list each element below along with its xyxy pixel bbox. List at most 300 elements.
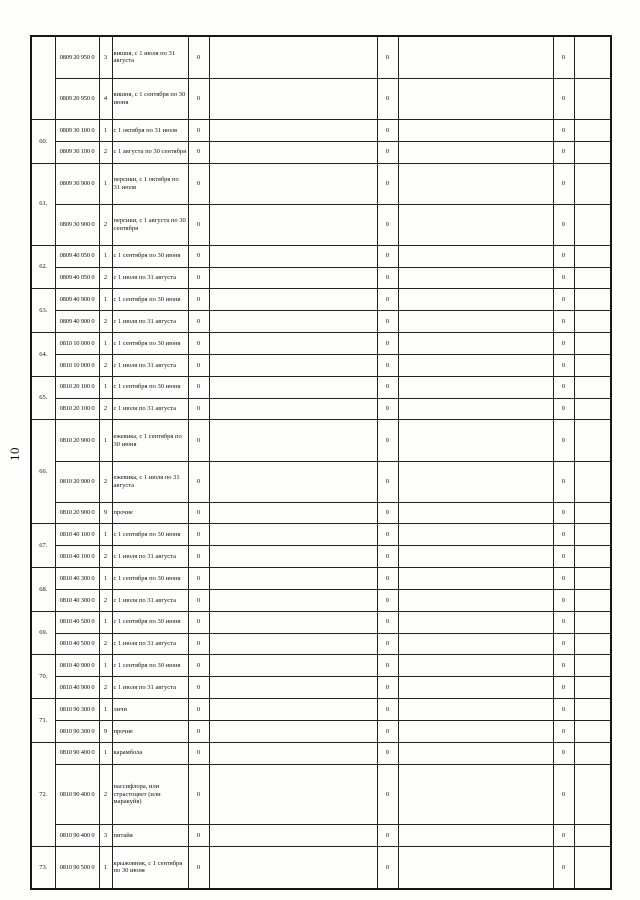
table-row <box>31 376 611 398</box>
empty-cell <box>209 163 377 204</box>
description-cell: с 1 июля по 31 августа <box>112 354 188 376</box>
empty-cell <box>574 655 611 677</box>
rate-cell: 0 <box>377 311 398 333</box>
hs-code-cell: 0810 40 900 0 <box>55 655 99 677</box>
sub-number-cell: 2 <box>99 398 112 420</box>
rate-cell: 0 <box>553 78 574 119</box>
table-row <box>31 354 611 376</box>
empty-cell <box>398 420 553 461</box>
hs-code-cell: 0810 10 000 0 <box>55 354 99 376</box>
item-number-cell: 68. <box>31 568 55 612</box>
rate-cell: 0 <box>377 163 398 204</box>
table-row <box>31 204 611 245</box>
sub-number-cell: 4 <box>99 78 112 119</box>
tariff-table-body <box>31 36 611 889</box>
item-number-cell: 64. <box>31 333 55 377</box>
rate-cell: 0 <box>553 611 574 633</box>
empty-cell <box>209 677 377 699</box>
table-row <box>31 742 611 764</box>
rate-cell: 0 <box>188 141 209 163</box>
empty-cell <box>398 461 553 502</box>
rate-cell: 0 <box>188 398 209 420</box>
rate-cell: 0 <box>188 742 209 764</box>
rate-cell: 0 <box>188 764 209 824</box>
table-row <box>31 846 611 889</box>
empty-cell <box>398 546 553 568</box>
rate-cell: 0 <box>377 420 398 461</box>
description-cell: с 1 сентября по 30 июня <box>112 568 188 590</box>
rate-cell: 0 <box>553 163 574 204</box>
description-cell: прочие <box>112 720 188 742</box>
rate-cell: 0 <box>553 742 574 764</box>
description-cell: с 1 сентября по 30 июня <box>112 245 188 267</box>
empty-cell <box>398 289 553 311</box>
sub-number-cell: 1 <box>99 119 112 141</box>
rate-cell: 0 <box>188 546 209 568</box>
rate-cell: 0 <box>377 245 398 267</box>
empty-cell <box>398 611 553 633</box>
hs-code-cell: 0809 40 050 0 <box>55 267 99 289</box>
sub-number-cell: 2 <box>99 677 112 699</box>
rate-cell: 0 <box>553 568 574 590</box>
rate-cell: 0 <box>377 677 398 699</box>
item-number-cell: 73. <box>31 846 55 889</box>
sub-number-cell: 1 <box>99 289 112 311</box>
sub-number-cell: 1 <box>99 376 112 398</box>
rate-cell: 0 <box>377 720 398 742</box>
empty-cell <box>209 333 377 355</box>
item-number-cell: 63. <box>31 289 55 333</box>
description-cell: с 1 сентября по 30 июня <box>112 289 188 311</box>
empty-cell <box>209 245 377 267</box>
item-number-cell: 61. <box>31 163 55 245</box>
empty-cell <box>398 354 553 376</box>
empty-cell <box>574 589 611 611</box>
rate-cell: 0 <box>377 846 398 889</box>
empty-cell <box>574 633 611 655</box>
description-cell: с 1 сентября по 30 июня <box>112 524 188 546</box>
rate-cell: 0 <box>377 568 398 590</box>
description-cell: ежевика, с 1 сентября по 30 июня <box>112 420 188 461</box>
item-number-cell: 66. <box>31 420 55 524</box>
empty-cell <box>574 824 611 846</box>
hs-code-cell: 0810 90 400 0 <box>55 824 99 846</box>
sub-number-cell: 2 <box>99 141 112 163</box>
hs-code-cell: 0810 90 400 0 <box>55 764 99 824</box>
empty-cell <box>209 633 377 655</box>
empty-cell <box>574 163 611 204</box>
description-cell: карамбола <box>112 742 188 764</box>
description-cell: личи <box>112 699 188 721</box>
empty-cell <box>209 824 377 846</box>
empty-cell <box>574 846 611 889</box>
description-cell: крыжовник, с 1 сентября по 30 июня <box>112 846 188 889</box>
rate-cell: 0 <box>188 589 209 611</box>
hs-code-cell: 0810 90 500 0 <box>55 846 99 889</box>
rate-cell: 0 <box>188 524 209 546</box>
table-row <box>31 589 611 611</box>
rate-cell: 0 <box>553 398 574 420</box>
rate-cell: 0 <box>377 699 398 721</box>
empty-cell <box>574 420 611 461</box>
rate-cell: 0 <box>188 420 209 461</box>
rate-cell: 0 <box>188 78 209 119</box>
table-row <box>31 633 611 655</box>
item-number-cell: 72. <box>31 742 55 846</box>
empty-cell <box>398 36 553 78</box>
table-row <box>31 119 611 141</box>
hs-code-cell: 0810 40 300 0 <box>55 589 99 611</box>
empty-cell <box>209 568 377 590</box>
rate-cell: 0 <box>553 677 574 699</box>
empty-cell <box>209 289 377 311</box>
rate-cell: 0 <box>553 245 574 267</box>
rate-cell: 0 <box>377 354 398 376</box>
table-row <box>31 677 611 699</box>
sub-number-cell: 1 <box>99 611 112 633</box>
table-row <box>31 141 611 163</box>
item-number-cell: 70. <box>31 655 55 699</box>
rate-cell: 0 <box>553 267 574 289</box>
empty-cell <box>209 204 377 245</box>
rate-cell: 0 <box>377 119 398 141</box>
table-row <box>31 546 611 568</box>
rate-cell: 0 <box>188 461 209 502</box>
rate-cell: 0 <box>377 141 398 163</box>
rate-cell: 0 <box>553 333 574 355</box>
table-row <box>31 568 611 590</box>
rate-cell: 0 <box>553 846 574 889</box>
empty-cell <box>398 589 553 611</box>
empty-cell <box>209 398 377 420</box>
empty-cell <box>209 420 377 461</box>
sub-number-cell: 2 <box>99 546 112 568</box>
rate-cell: 0 <box>377 633 398 655</box>
description-cell: с 1 сентября по 30 июня <box>112 611 188 633</box>
description-cell: ежевика, с 1 июля по 31 августа <box>112 461 188 502</box>
sub-number-cell: 2 <box>99 204 112 245</box>
description-cell: персики, с 1 августа по 30 сентября <box>112 204 188 245</box>
item-number-cell: 60. <box>31 119 55 163</box>
empty-cell <box>398 119 553 141</box>
hs-code-cell: 0810 90 300 0 <box>55 699 99 721</box>
table-row <box>31 333 611 355</box>
rate-cell: 0 <box>188 568 209 590</box>
rate-cell: 0 <box>188 333 209 355</box>
rate-cell: 0 <box>553 289 574 311</box>
rate-cell: 0 <box>377 824 398 846</box>
hs-code-cell: 0810 20 900 0 <box>55 420 99 461</box>
empty-cell <box>398 824 553 846</box>
rate-cell: 0 <box>188 163 209 204</box>
description-cell: с 1 сентября по 30 июня <box>112 655 188 677</box>
rate-cell: 0 <box>377 461 398 502</box>
rate-cell: 0 <box>377 742 398 764</box>
description-cell: питайя <box>112 824 188 846</box>
description-cell: с 1 сентября по 30 июня <box>112 376 188 398</box>
table-row <box>31 824 611 846</box>
sub-number-cell: 2 <box>99 267 112 289</box>
empty-cell <box>398 502 553 524</box>
table-row <box>31 502 611 524</box>
empty-cell <box>398 633 553 655</box>
rate-cell: 0 <box>377 611 398 633</box>
item-number-cell: 71. <box>31 699 55 743</box>
empty-cell <box>574 204 611 245</box>
rate-cell: 0 <box>188 720 209 742</box>
empty-cell <box>574 376 611 398</box>
hs-code-cell: 0809 40 900 0 <box>55 289 99 311</box>
description-cell: персики, с 1 октября по 31 июля <box>112 163 188 204</box>
rate-cell: 0 <box>377 78 398 119</box>
rate-cell: 0 <box>188 36 209 78</box>
description-cell: с 1 июля по 31 августа <box>112 267 188 289</box>
empty-cell <box>398 398 553 420</box>
empty-cell <box>398 720 553 742</box>
sub-number-cell: 2 <box>99 764 112 824</box>
table-row <box>31 461 611 502</box>
empty-cell <box>398 267 553 289</box>
rate-cell: 0 <box>188 245 209 267</box>
hs-code-cell: 0810 40 100 0 <box>55 524 99 546</box>
empty-cell <box>209 119 377 141</box>
empty-cell <box>574 36 611 78</box>
table-row <box>31 311 611 333</box>
sub-number-cell: 3 <box>99 824 112 846</box>
hs-code-cell: 0809 20 950 0 <box>55 36 99 78</box>
empty-cell <box>574 524 611 546</box>
sub-number-cell: 2 <box>99 633 112 655</box>
empty-cell <box>574 742 611 764</box>
empty-cell <box>574 568 611 590</box>
sub-number-cell: 2 <box>99 589 112 611</box>
hs-code-cell: 0809 30 900 0 <box>55 204 99 245</box>
rate-cell: 0 <box>553 376 574 398</box>
empty-cell <box>209 524 377 546</box>
rate-cell: 0 <box>188 267 209 289</box>
table-row <box>31 267 611 289</box>
hs-code-cell: 0810 90 300 0 <box>55 720 99 742</box>
rate-cell: 0 <box>553 633 574 655</box>
empty-cell <box>398 742 553 764</box>
table-row <box>31 289 611 311</box>
table-row <box>31 420 611 461</box>
description-cell: вишня, с 1 июля по 31 августа <box>112 36 188 78</box>
item-number-cell: 62. <box>31 245 55 289</box>
rate-cell: 0 <box>377 655 398 677</box>
empty-cell <box>209 589 377 611</box>
rate-cell: 0 <box>188 699 209 721</box>
item-number-cell: 69. <box>31 611 55 655</box>
description-cell: с 1 июля по 31 августа <box>112 633 188 655</box>
table-row <box>31 398 611 420</box>
empty-cell <box>209 376 377 398</box>
rate-cell: 0 <box>377 376 398 398</box>
rate-cell: 0 <box>377 524 398 546</box>
hs-code-cell: 0810 40 100 0 <box>55 546 99 568</box>
empty-cell <box>209 546 377 568</box>
rate-cell: 0 <box>553 502 574 524</box>
description-cell: вишня, с 1 сентября по 30 июня <box>112 78 188 119</box>
hs-code-cell: 0810 20 900 0 <box>55 461 99 502</box>
empty-cell <box>209 267 377 289</box>
description-cell: с 1 июля по 31 августа <box>112 589 188 611</box>
rate-cell: 0 <box>188 289 209 311</box>
empty-cell <box>574 398 611 420</box>
rate-cell: 0 <box>553 119 574 141</box>
rate-cell: 0 <box>188 502 209 524</box>
empty-cell <box>209 311 377 333</box>
rate-cell: 0 <box>377 204 398 245</box>
empty-cell <box>209 720 377 742</box>
rate-cell: 0 <box>553 354 574 376</box>
sub-number-cell: 1 <box>99 846 112 889</box>
rate-cell: 0 <box>553 524 574 546</box>
empty-cell <box>398 376 553 398</box>
empty-cell <box>574 333 611 355</box>
sub-number-cell: 2 <box>99 311 112 333</box>
table-row <box>31 524 611 546</box>
rate-cell: 0 <box>188 119 209 141</box>
rate-cell: 0 <box>553 720 574 742</box>
rate-cell: 0 <box>188 354 209 376</box>
rate-cell: 0 <box>553 204 574 245</box>
empty-cell <box>574 311 611 333</box>
table-row <box>31 720 611 742</box>
table-row <box>31 78 611 119</box>
empty-cell <box>398 655 553 677</box>
table-row <box>31 163 611 204</box>
sub-number-cell: 1 <box>99 163 112 204</box>
rate-cell: 0 <box>377 502 398 524</box>
tariff-table <box>30 35 612 890</box>
item-number-cell: 65. <box>31 376 55 420</box>
rate-cell: 0 <box>553 655 574 677</box>
description-cell: с 1 июля по 31 августа <box>112 546 188 568</box>
sub-number-cell: 1 <box>99 333 112 355</box>
description-cell: с 1 июля по 31 августа <box>112 398 188 420</box>
rate-cell: 0 <box>377 36 398 78</box>
empty-cell <box>574 289 611 311</box>
empty-cell <box>209 461 377 502</box>
empty-cell <box>574 461 611 502</box>
empty-cell <box>209 78 377 119</box>
empty-cell <box>574 611 611 633</box>
sub-number-cell: 9 <box>99 720 112 742</box>
hs-code-cell: 0810 40 900 0 <box>55 677 99 699</box>
hs-code-cell: 0810 40 500 0 <box>55 611 99 633</box>
empty-cell <box>398 699 553 721</box>
empty-cell <box>209 764 377 824</box>
empty-cell <box>398 333 553 355</box>
hs-code-cell: 0809 40 900 0 <box>55 311 99 333</box>
description-cell: с 1 июля по 31 августа <box>112 311 188 333</box>
table-row <box>31 611 611 633</box>
table-row <box>31 764 611 824</box>
hs-code-cell: 0809 40 050 0 <box>55 245 99 267</box>
hs-code-cell: 0810 10 000 0 <box>55 333 99 355</box>
empty-cell <box>398 764 553 824</box>
rate-cell: 0 <box>553 36 574 78</box>
description-cell: с 1 сентября по 30 июня <box>112 333 188 355</box>
empty-cell <box>209 502 377 524</box>
hs-code-cell: 0809 30 100 0 <box>55 141 99 163</box>
empty-cell <box>574 78 611 119</box>
sub-number-cell: 9 <box>99 502 112 524</box>
hs-code-cell: 0810 40 300 0 <box>55 568 99 590</box>
rate-cell: 0 <box>377 764 398 824</box>
hs-code-cell: 0810 20 100 0 <box>55 376 99 398</box>
rate-cell: 0 <box>188 655 209 677</box>
empty-cell <box>398 568 553 590</box>
sub-number-cell: 1 <box>99 245 112 267</box>
empty-cell <box>574 764 611 824</box>
rate-cell: 0 <box>188 204 209 245</box>
hs-code-cell: 0810 20 100 0 <box>55 398 99 420</box>
sub-number-cell: 2 <box>99 461 112 502</box>
item-number-cell: 67. <box>31 524 55 568</box>
empty-cell <box>398 245 553 267</box>
rate-cell: 0 <box>553 420 574 461</box>
hs-code-cell: 0809 30 100 0 <box>55 119 99 141</box>
rate-cell: 0 <box>377 589 398 611</box>
rate-cell: 0 <box>553 699 574 721</box>
rate-cell: 0 <box>188 824 209 846</box>
empty-cell <box>574 354 611 376</box>
rate-cell: 0 <box>553 461 574 502</box>
empty-cell <box>574 119 611 141</box>
description-cell: с 1 августа по 30 сентября <box>112 141 188 163</box>
rate-cell: 0 <box>553 311 574 333</box>
rate-cell: 0 <box>377 546 398 568</box>
rate-cell: 0 <box>188 846 209 889</box>
sub-number-cell: 2 <box>99 354 112 376</box>
empty-cell <box>574 245 611 267</box>
sub-number-cell: 1 <box>99 655 112 677</box>
empty-cell <box>574 677 611 699</box>
rate-cell: 0 <box>553 764 574 824</box>
empty-cell <box>574 720 611 742</box>
empty-cell <box>398 311 553 333</box>
empty-cell <box>209 655 377 677</box>
item-number-cell <box>31 36 55 119</box>
empty-cell <box>209 742 377 764</box>
rate-cell: 0 <box>377 398 398 420</box>
empty-cell <box>209 36 377 78</box>
table-row <box>31 245 611 267</box>
rate-cell: 0 <box>188 376 209 398</box>
rate-cell: 0 <box>553 589 574 611</box>
sub-number-cell: 1 <box>99 420 112 461</box>
empty-cell <box>209 611 377 633</box>
description-cell: пассифлора, или страстоцвет (или маракуйя) <box>112 764 188 824</box>
rate-cell: 0 <box>377 267 398 289</box>
hs-code-cell: 0809 20 950 0 <box>55 78 99 119</box>
empty-cell <box>209 846 377 889</box>
rate-cell: 0 <box>377 333 398 355</box>
empty-cell <box>398 78 553 119</box>
sub-number-cell: 1 <box>99 568 112 590</box>
rate-cell: 0 <box>553 546 574 568</box>
description-cell: с 1 октября по 31 июля <box>112 119 188 141</box>
empty-cell <box>574 502 611 524</box>
description-cell: прочие <box>112 502 188 524</box>
sub-number-cell: 1 <box>99 524 112 546</box>
table-row <box>31 36 611 78</box>
hs-code-cell: 0810 40 500 0 <box>55 633 99 655</box>
rate-cell: 0 <box>553 824 574 846</box>
empty-cell <box>398 204 553 245</box>
